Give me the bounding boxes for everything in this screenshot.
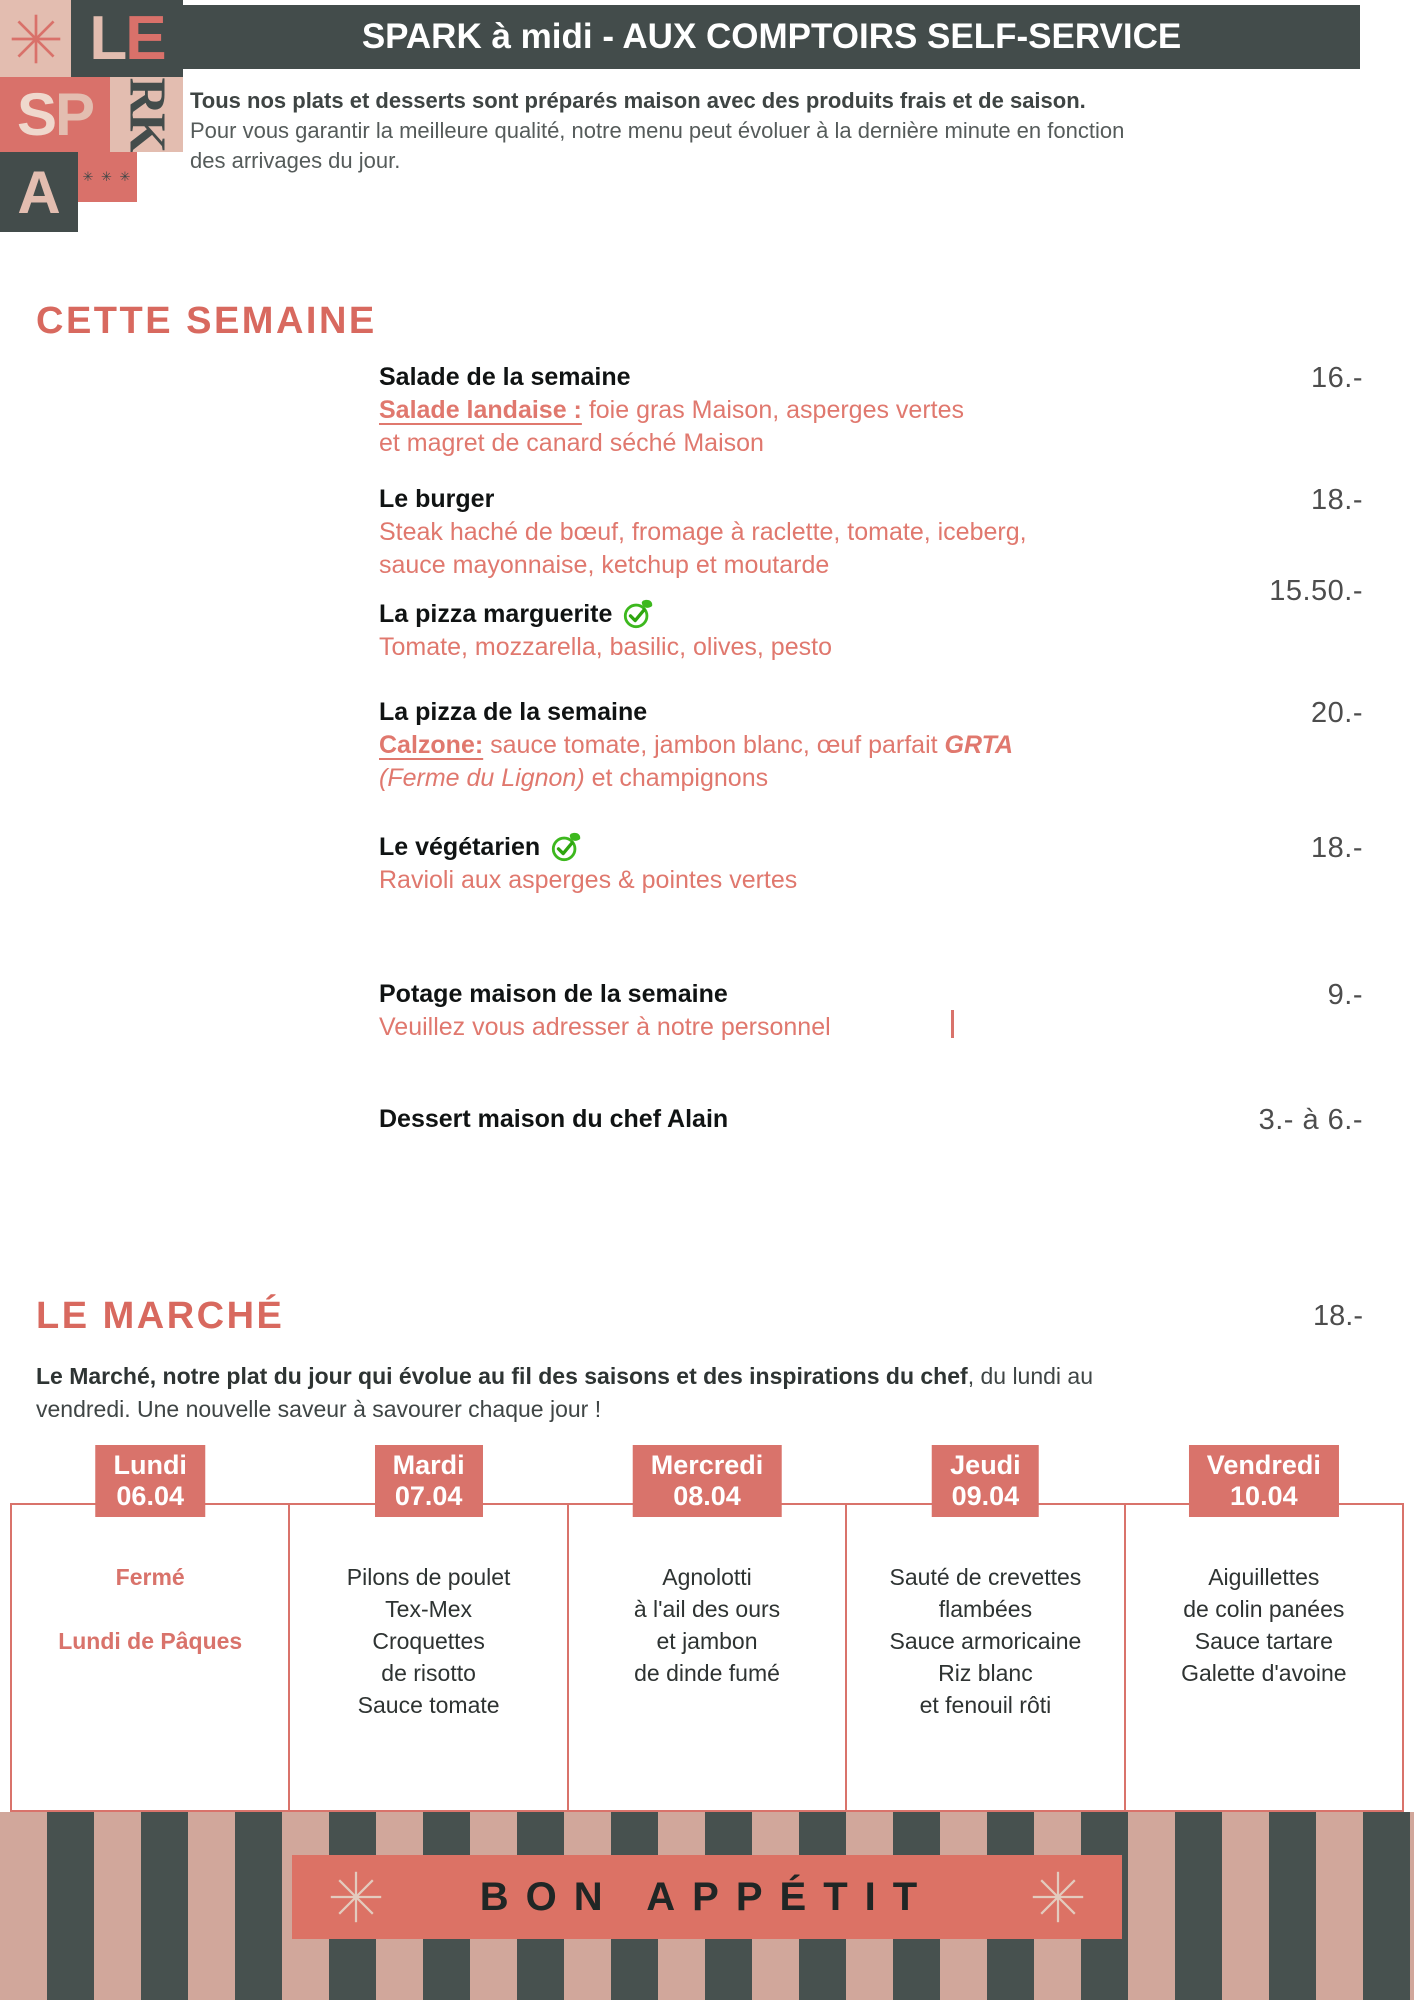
dish-description: [379, 631, 1363, 664]
day-menu-line: [20, 1593, 280, 1625]
day-name: Lundi: [113, 1450, 187, 1480]
logo-tile-sp: [0, 77, 110, 152]
dish-price: 16.-: [1311, 362, 1363, 394]
desc-line: et champignons: [584, 764, 769, 792]
marche-intro-rest: , du lundi au vendredi. Une nouvelle saveur à savourer chaque jour !: [36, 1363, 1094, 1422]
bon-appetit-text: BON APPÉTIT: [479, 1874, 935, 1919]
day-menu-line: de dinde fumé: [634, 1660, 780, 1686]
day-menu-line: Croquettes: [372, 1628, 485, 1654]
day-badge-vendredi: [1189, 1445, 1339, 1517]
day-badge-lundi: [95, 1445, 204, 1517]
dish-price: 18.-: [1311, 484, 1363, 516]
day-column-vendredi: [1126, 1450, 1402, 1810]
grta-label: GRTA: [944, 731, 1014, 759]
marche-intro: [36, 1360, 1096, 1426]
day-badge-jeudi: [932, 1445, 1039, 1517]
star-icon: [1030, 1869, 1086, 1925]
day-date: 08.04: [673, 1481, 741, 1511]
day-menu-line: Fermé: [115, 1564, 185, 1590]
day-date: 09.04: [951, 1481, 1020, 1511]
desc-line: et magret de canard séché Maison: [379, 429, 764, 457]
dish-description: [379, 864, 1363, 897]
dish-title-text: Dessert maison du chef Alain: [379, 1105, 729, 1133]
section-heading-cette-semaine: CETTE SEMAINE: [36, 300, 377, 342]
day-badge-mardi: [375, 1445, 483, 1517]
logo-letter-e: E: [125, 4, 165, 73]
day-menu-line: de colin panées: [1183, 1596, 1345, 1622]
logo-letters-rk: RK: [118, 77, 175, 152]
desc-line: sauce mayonnaise, ketchup et moutarde: [379, 551, 830, 579]
dish-price: 18.-: [1311, 832, 1363, 864]
vegetarian-icon: [550, 831, 582, 863]
dish-description: [379, 516, 1363, 582]
dish-title: [379, 695, 1363, 729]
logo-letter-l: L: [89, 4, 126, 73]
bon-appetit-banner: [292, 1855, 1122, 1939]
day-menu-line: à l'ail des ours: [633, 1596, 781, 1622]
day-menu-line: Sauce armoricaine: [889, 1628, 1082, 1654]
menu-item-burger: [379, 482, 1363, 582]
day-name: Mardi: [392, 1450, 465, 1480]
dish-title-text: Le burger: [379, 485, 495, 513]
stray-mark: [951, 1010, 954, 1038]
day-menu-line: Agnolotti: [662, 1564, 752, 1590]
day-menu-line: Pilons de poulet: [346, 1564, 511, 1590]
dish-description: [379, 729, 1363, 795]
dish-title: [379, 830, 1363, 864]
day-date: 10.04: [1230, 1481, 1298, 1511]
marche-intro-bold: Le Marché, notre plat du jour qui évolue au fil des saisons et des inspirations du chef: [36, 1363, 968, 1389]
day-column-lundi: [12, 1450, 290, 1810]
day-date: 07.04: [394, 1481, 463, 1511]
day-name: Mercredi: [650, 1450, 764, 1480]
day-menu-line: Sauce tomate: [357, 1692, 500, 1718]
day-menu-line: Tex-Mex: [385, 1596, 473, 1622]
day-menu-line: flambées: [938, 1596, 1033, 1622]
dish-price: 15.50.-: [1269, 575, 1363, 607]
day-menu-line: Sauté de crevettes: [889, 1564, 1082, 1590]
dish-title-text: Salade de la semaine: [379, 363, 631, 391]
dish-price: 20.-: [1311, 697, 1363, 729]
desc-line: Steak haché de bœuf, fromage à raclette, tomate, iceberg,: [379, 518, 1027, 546]
desc-italic: (Ferme du Lignon): [379, 764, 585, 792]
desc-line: Tomate, mozzarella, basilic, olives, pesto: [379, 633, 832, 661]
day-column-mardi: [290, 1450, 568, 1810]
intro-paragraph: [190, 86, 1125, 176]
desc-line: Ravioli aux asperges & pointes vertes: [379, 866, 798, 894]
menu-item-pizza-semaine: [379, 695, 1363, 795]
desc-line: Veuillez vous adresser à notre personnel: [379, 1013, 831, 1041]
intro-bold: Tous nos plats et desserts sont préparés maison avec des produits frais et de saison.: [190, 88, 1086, 113]
menu-item-vegetarien: [379, 830, 1363, 897]
day-date: 06.04: [116, 1481, 184, 1511]
day-column-mercredi: [569, 1450, 847, 1810]
logo-tile-a: [0, 152, 78, 232]
logo-letter-s: S: [16, 81, 55, 148]
marche-price: 18.-: [1313, 1300, 1363, 1332]
le-spark-logo: [0, 0, 183, 232]
logo-tile-asterisks: [78, 152, 137, 202]
logo-letter-p: P: [55, 81, 94, 148]
dish-title: [379, 977, 1363, 1011]
dish-title: [379, 1102, 1363, 1136]
page-title: SPARK à midi - AUX COMPTOIRS SELF-SERVICE: [361, 17, 1182, 56]
dish-title-text: La pizza marguerite: [379, 600, 613, 628]
dish-price: 9.-: [1327, 979, 1363, 1011]
dish-description: [379, 1011, 1363, 1044]
menu-item-pizza-marguerite: [379, 575, 1363, 664]
day-menu-line: Sauce tartare: [1194, 1628, 1333, 1654]
day-name: Vendredi: [1206, 1450, 1321, 1480]
menu-item-potage: [379, 977, 1363, 1044]
menu-item-dessert: [379, 1102, 1363, 1136]
page-title-bar: [183, 5, 1360, 69]
day-menu-line: et fenouil rôti: [919, 1692, 1052, 1718]
menu-item-salade: [379, 360, 1363, 460]
intro-rest: Pour vous garantir la meilleure qualité, notre menu peut évoluer à la dernière minute en fonction des arrivages du jour.: [190, 118, 1125, 173]
dish-title: [379, 482, 1363, 516]
day-menu-line: Riz blanc: [938, 1660, 1033, 1686]
dish-title: [379, 597, 1363, 631]
day-menu-line: Lundi de Pâques: [58, 1628, 243, 1654]
logo-tile-rk: [110, 77, 183, 152]
logo-letter-a: A: [17, 158, 61, 226]
dish-title-text: Le végétarien: [379, 833, 541, 861]
day-column-jeudi: [847, 1450, 1125, 1810]
day-name: Jeudi: [950, 1450, 1021, 1480]
asterisks-icon: ✳ ✳ ✳: [82, 169, 133, 184]
dish-lead: Calzone:: [379, 731, 484, 759]
dish-lead: Salade landaise :: [379, 396, 582, 424]
star-icon: [9, 12, 63, 66]
desc-line: sauce tomate, jambon blanc, œuf parfait: [483, 731, 945, 759]
day-menu-line: et jambon: [656, 1628, 758, 1654]
dish-title-text: Potage maison de la semaine: [379, 980, 728, 1008]
dish-price: 3.- à 6.-: [1258, 1104, 1363, 1136]
day-menu-line: de risotto: [381, 1660, 476, 1686]
weekly-menu-table: [10, 1450, 1404, 1812]
section-heading-le-marche: LE MARCHÉ: [36, 1295, 285, 1337]
logo-tile-le: [71, 0, 183, 77]
dish-description: [379, 394, 1363, 460]
desc-line: foie gras Maison, asperges vertes: [581, 396, 965, 424]
day-menu-line: Galette d'avoine: [1181, 1660, 1347, 1686]
day-menu-line: Aiguillettes: [1208, 1564, 1320, 1590]
dish-title-text: La pizza de la semaine: [379, 698, 648, 726]
star-icon: [328, 1869, 384, 1925]
vegetarian-icon: [622, 598, 654, 630]
day-badge-mercredi: [633, 1445, 782, 1517]
dish-title: [379, 360, 1363, 394]
logo-tile-star: [0, 0, 71, 77]
